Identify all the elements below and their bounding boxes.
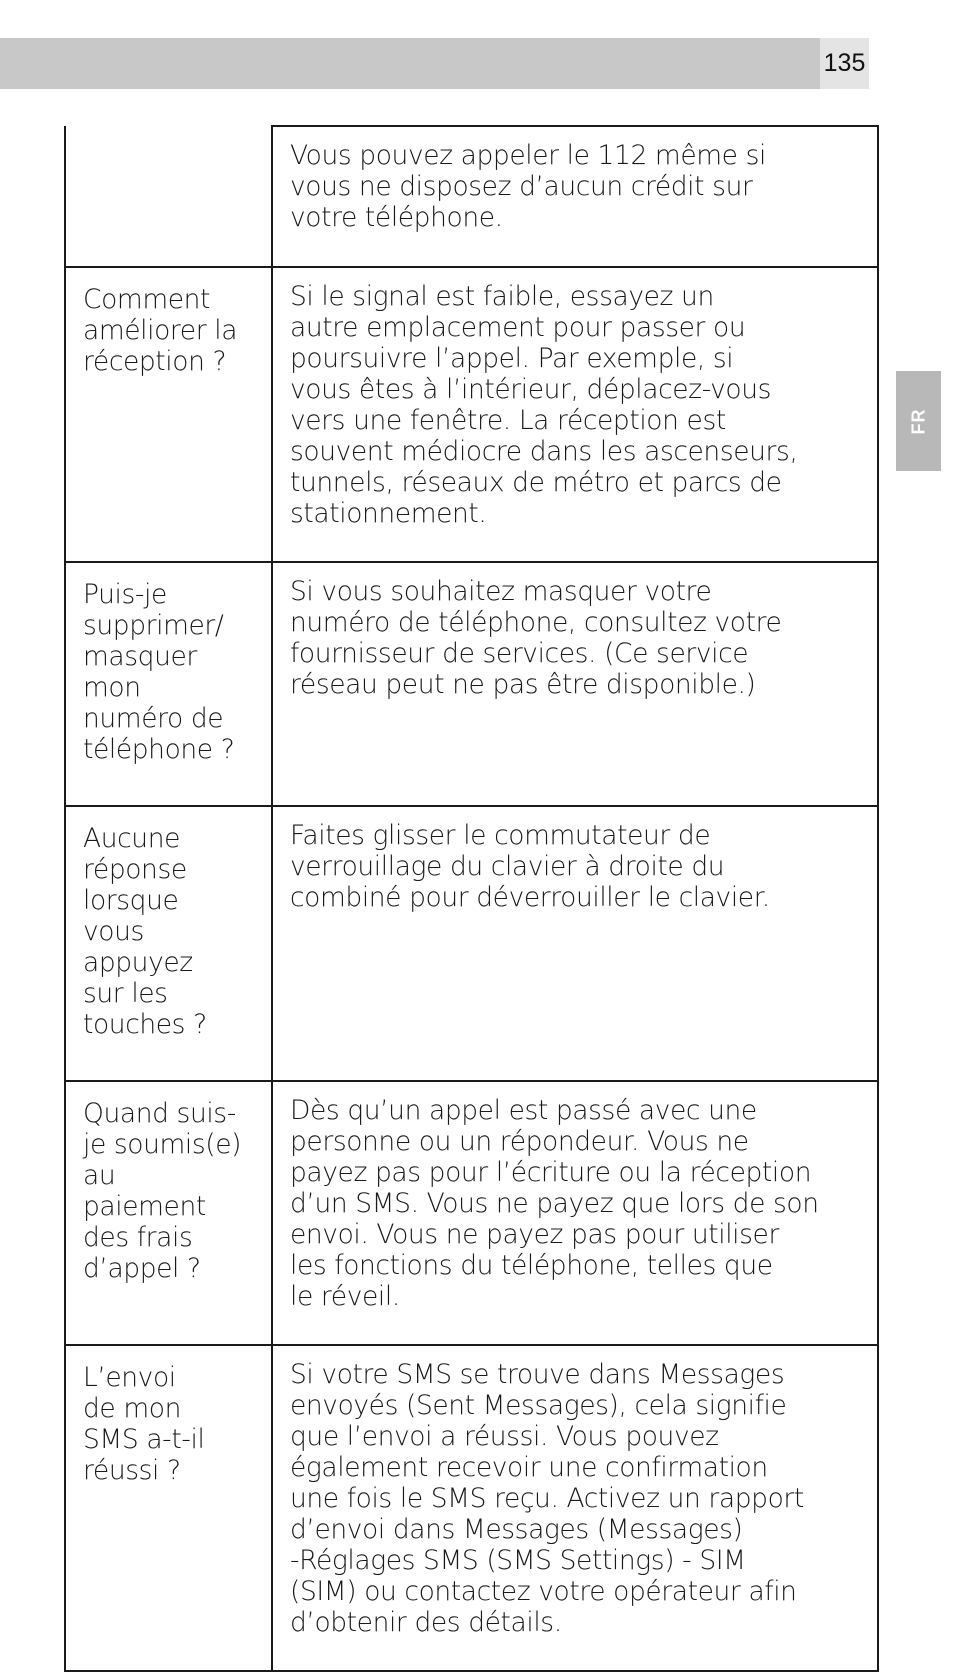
faq-answer: Dès qu’un appel est passé avec une personne ou un répondeur. Vous ne payez pas pour l’écriture ou la réception d’un SMS. Vous ne payez que lors de son envoi. Vous ne payez pas pour utiliser les fonctions du téléphone, telles que le réveil. [290,1095,819,1312]
faq-question-cell [65,1081,272,1345]
faq-question: Comment améliorer la réception ? [83,284,238,377]
faq-row [65,267,878,562]
faq-row [65,806,878,1081]
faq-table [64,125,879,1672]
page-header-bar [0,38,820,89]
faq-row [65,1345,878,1671]
faq-answer: Vous pouvez appeler le 112 même si vous ne disposez d’aucun crédit sur votre téléphone. [290,140,766,233]
faq-answer-cell [272,126,878,267]
language-tab [896,371,941,471]
faq-question-cell [65,806,272,1081]
faq-question-cell [65,267,272,562]
faq-question: L’envoi de mon SMS a-t-il réussi ? [83,1362,205,1486]
faq-row [65,1081,878,1345]
faq-answer-cell [272,1345,878,1671]
language-tab-label: FR [908,408,928,434]
faq-row [65,562,878,806]
faq-question: Aucune réponse lorsque vous appuyez sur les touches ? [83,823,207,1040]
faq-answer: Si votre SMS se trouve dans Messages envoyés (Sent Messages), cela signifie que l’envoi a réussi. Vous pouvez également recevoir une confirmation une fois le SMS reçu. Activez un rapport d’envoi dans Messages (Messages) -Réglages SMS (SMS Settings) - SIM (SIM) ou contactez votre opérateur afin d’obtenir des détails. [290,1359,804,1638]
page-number: 135 [820,38,869,89]
faq-answer-cell [272,267,878,562]
faq-answer-cell [272,562,878,806]
faq-question: Quand suis- je soumis(e) au paiement des frais d’appel ? [83,1098,242,1284]
faq-answer-cell [272,806,878,1081]
faq-row [65,126,878,267]
faq-question-cell [65,562,272,806]
faq-question: Puis-je supprimer/ masquer mon numéro de téléphone ? [83,579,235,765]
faq-question-cell [65,126,272,267]
faq-answer: Si le signal est faible, essayez un autre emplacement pour passer ou poursuivre l’appel. Par exemple, si vous êtes à l’intérieur, déplacez-vous vers une fenêtre. La réception est souvent médiocre dans les ascenseurs, tunnels, réseaux de métro et parcs de stationnement. [290,281,798,529]
faq-answer: Si vous souhaitez masquer votre numéro de téléphone, consultez votre fournisseur de services. (Ce service réseau peut ne pas être disponible.) [290,576,782,700]
faq-question-cell [65,1345,272,1671]
faq-answer: Faites glisser le commutateur de verrouillage du clavier à droite du combiné pour déverrouiller le clavier. [290,820,770,913]
faq-answer-cell [272,1081,878,1345]
